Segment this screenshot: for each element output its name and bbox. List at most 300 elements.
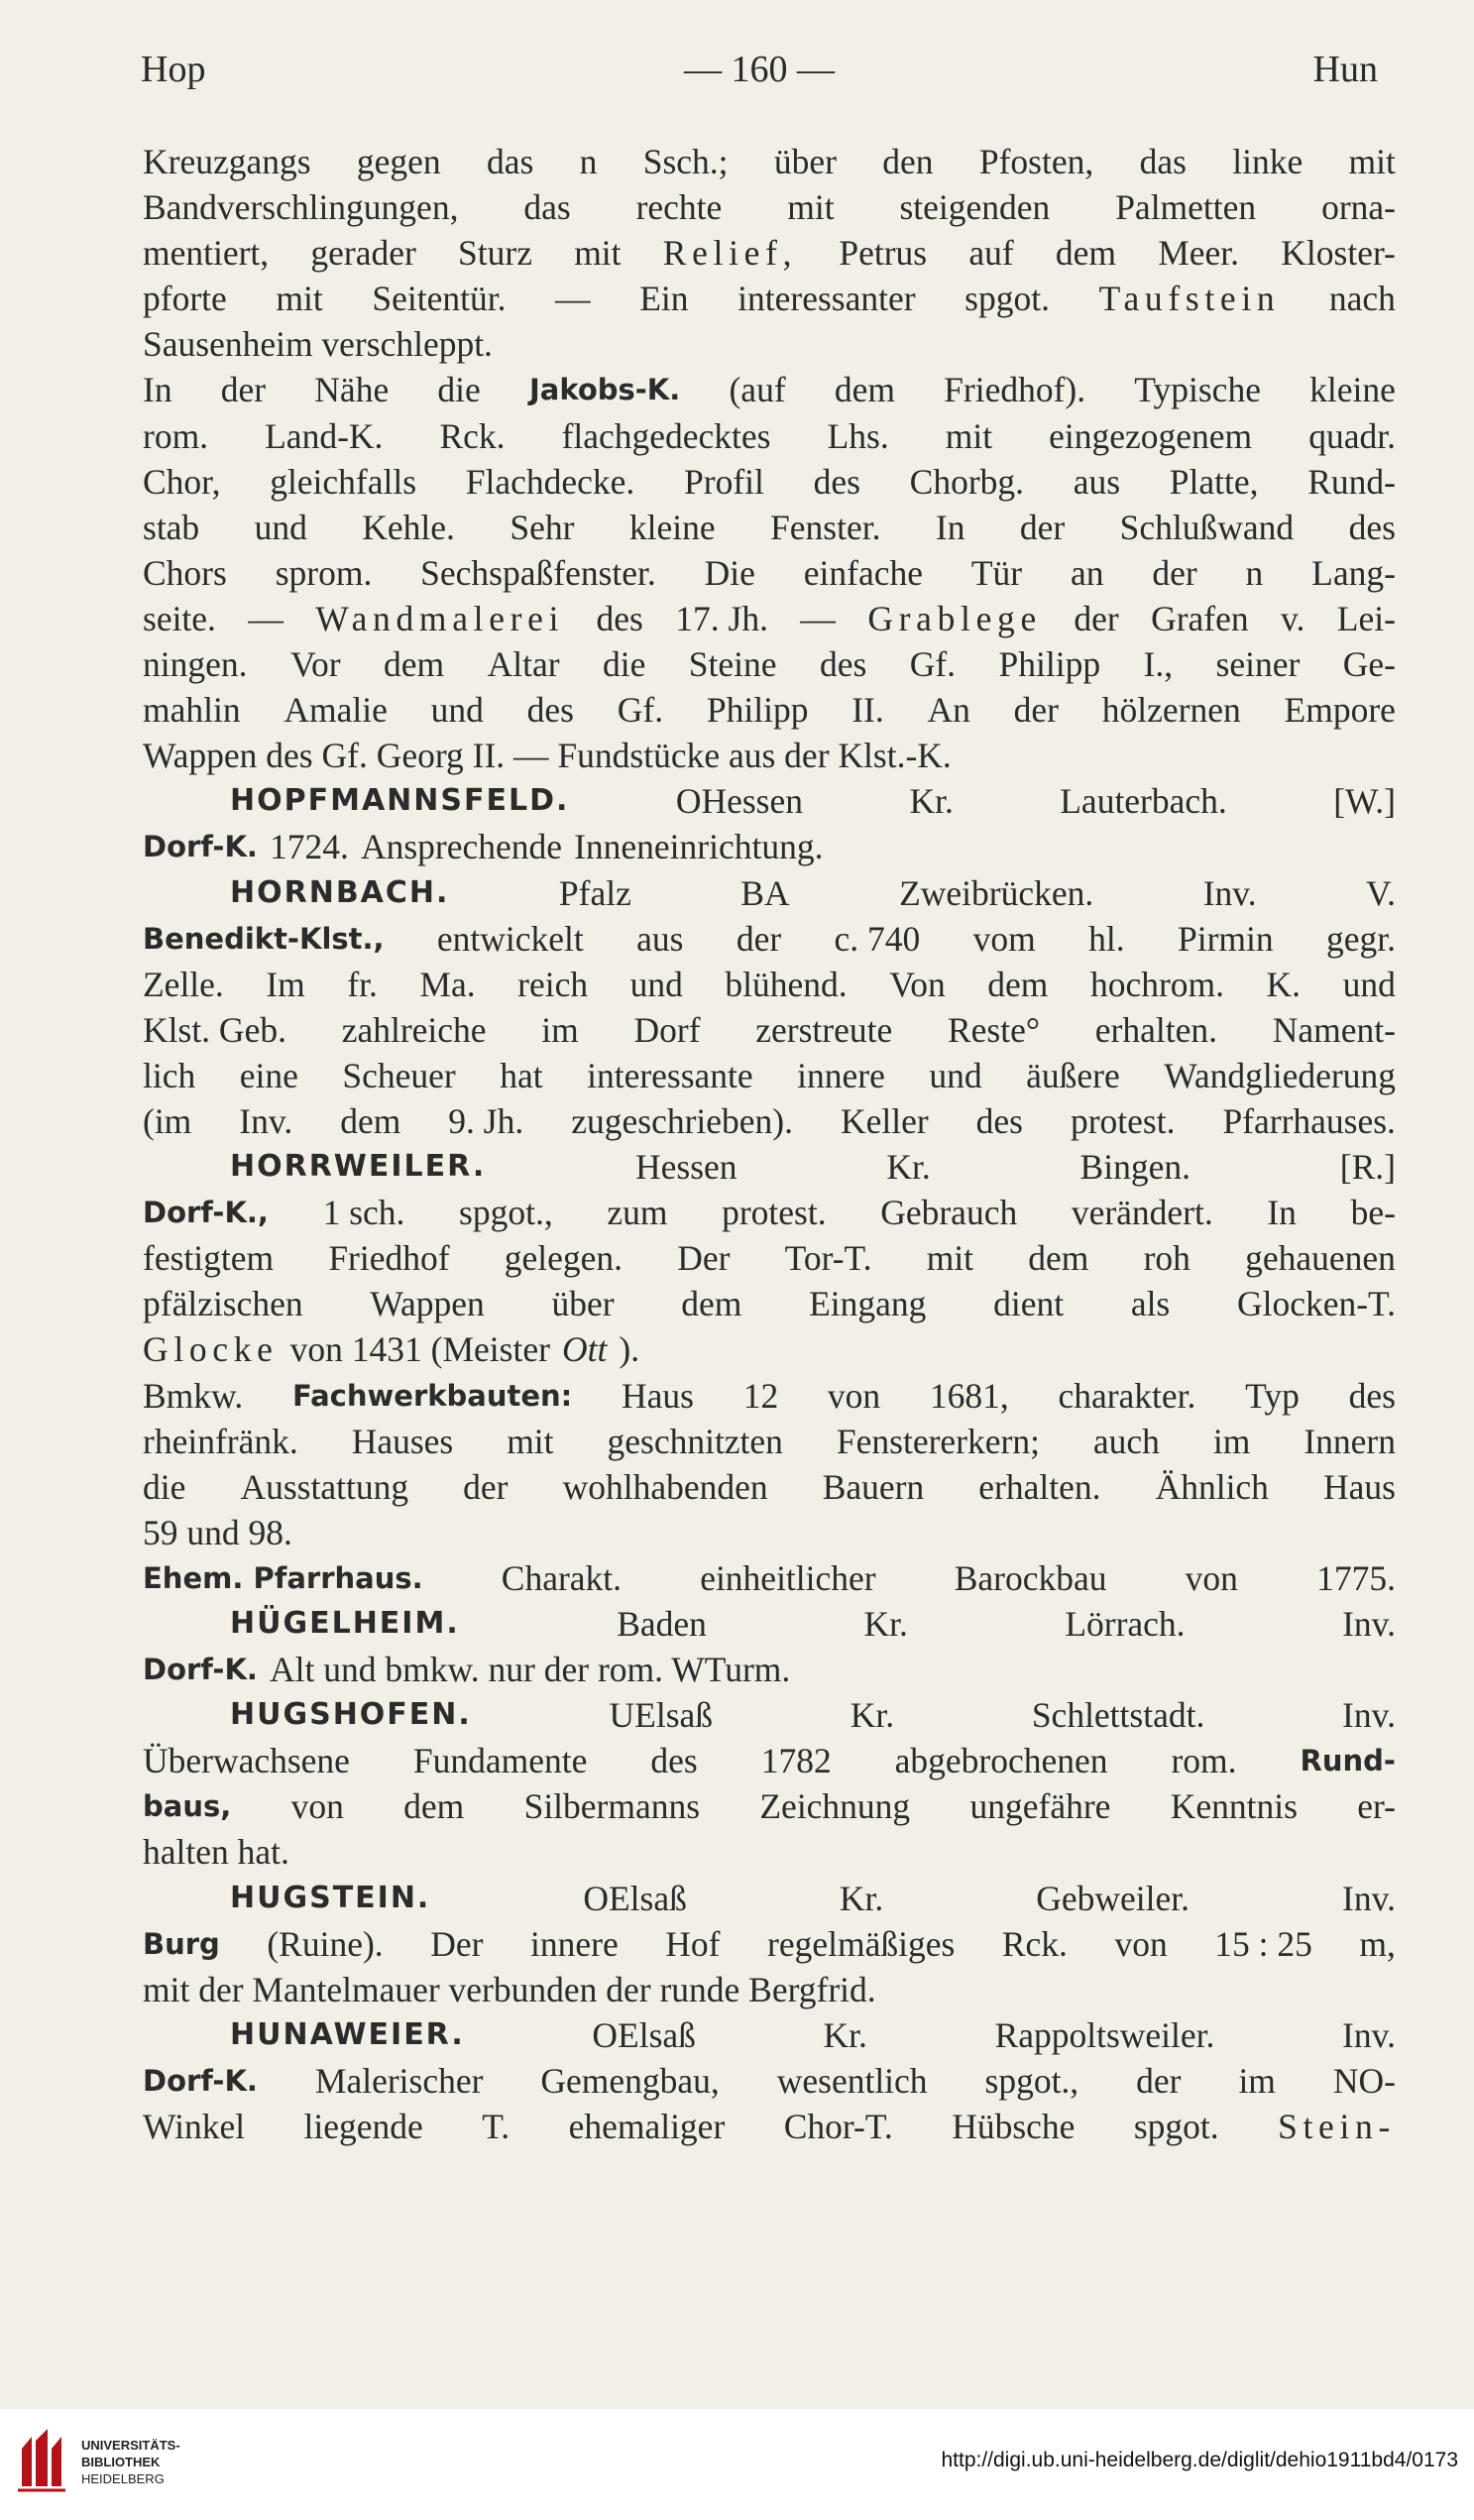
word: Inv. xyxy=(1202,872,1257,913)
text-line xyxy=(143,1373,1396,1419)
word: BA xyxy=(740,872,790,913)
word: dem xyxy=(834,370,895,410)
word: Land-K. xyxy=(265,415,384,456)
text-line xyxy=(143,1647,1396,1692)
word: protest. xyxy=(722,1193,827,1233)
entry-heading: HORNBACH. xyxy=(230,874,450,910)
keyword: baus, xyxy=(143,1789,232,1824)
text-line xyxy=(143,1876,1396,1921)
word: über xyxy=(551,1284,615,1324)
word: seiner xyxy=(1215,644,1301,685)
word: Chor, xyxy=(143,461,221,502)
entry-heading: HUGSTEIN. xyxy=(230,1880,431,1915)
word: Friedhof). xyxy=(944,370,1086,410)
word: Kr. xyxy=(850,1695,895,1736)
word: Kr. xyxy=(839,1878,884,1918)
word: Ein xyxy=(639,279,689,319)
word: Inv. xyxy=(1342,1604,1396,1644)
word: Im xyxy=(266,964,305,1004)
text-line xyxy=(143,1235,1396,1281)
word: des xyxy=(819,644,867,685)
word: hochrom. xyxy=(1089,964,1225,1004)
word: Seitentür. xyxy=(372,279,507,319)
word: I., xyxy=(1143,644,1174,685)
word: reich xyxy=(517,964,589,1004)
word: mit xyxy=(787,187,835,228)
word: des xyxy=(650,1741,698,1781)
word: einfache xyxy=(803,552,923,593)
word: gegr. xyxy=(1326,918,1396,959)
word: flachgedecktes xyxy=(561,415,771,456)
word: Empore xyxy=(1284,690,1396,731)
word: zugeschrieben). xyxy=(571,1100,793,1141)
word: T. xyxy=(482,2107,510,2147)
word: 1782 xyxy=(760,1741,832,1781)
word: 59 und 98. xyxy=(143,1512,292,1552)
word: der xyxy=(1013,690,1060,731)
word: äußere xyxy=(1026,1055,1120,1095)
text-line xyxy=(143,1601,1396,1647)
word: Relief, xyxy=(662,233,798,274)
word: Kr. xyxy=(886,1147,931,1188)
text-line xyxy=(143,1829,1396,1875)
word: Nament- xyxy=(1272,1009,1396,1050)
word: roh xyxy=(1143,1238,1191,1279)
word: Rappoltsweiler. xyxy=(994,2014,1215,2055)
text-line xyxy=(143,962,1396,1007)
word: Gebweiler. xyxy=(1036,1878,1191,1918)
word: auf xyxy=(968,233,1014,274)
word: Der xyxy=(677,1238,731,1279)
word: er- xyxy=(1357,1786,1396,1827)
word: festigtem xyxy=(143,1238,275,1279)
word: des xyxy=(975,1100,1023,1141)
word: Wandgliederung xyxy=(1164,1055,1396,1095)
word: Petrus xyxy=(839,233,928,274)
text-line xyxy=(143,1098,1396,1144)
word: Inv. xyxy=(239,1100,293,1141)
word: Pfosten, xyxy=(978,142,1094,181)
word: OElsaß xyxy=(583,1878,687,1918)
word: Chorbg. xyxy=(909,461,1025,502)
word: von xyxy=(827,1375,881,1416)
text-line xyxy=(143,1510,1396,1555)
word: pfälzischen xyxy=(143,1284,303,1324)
word: im xyxy=(541,1009,579,1050)
word: dem xyxy=(1028,1238,1089,1279)
word: Alt und bmkw. nur der rom. WTurm. xyxy=(270,1650,791,1690)
word: Von xyxy=(889,964,946,1004)
word: Typ xyxy=(1245,1375,1300,1416)
word: Haus xyxy=(622,1375,694,1416)
word: der xyxy=(1136,2060,1182,2101)
word: eingezogenem xyxy=(1049,415,1253,456)
word: gegen xyxy=(356,142,441,181)
word: der xyxy=(1019,507,1066,547)
word: 12 xyxy=(742,1375,779,1416)
word: der xyxy=(463,1466,509,1507)
word: An xyxy=(927,690,970,731)
word: dem xyxy=(340,1100,401,1141)
word: — xyxy=(248,598,283,638)
word: Amalie xyxy=(283,690,388,731)
word: das xyxy=(523,187,571,228)
word: Kloster- xyxy=(1281,233,1396,274)
word: Palmetten xyxy=(1115,187,1257,228)
word: Überwachsene xyxy=(143,1741,350,1781)
entry-heading: HUGSHOFEN. xyxy=(230,1697,472,1733)
word: mit xyxy=(945,415,993,456)
word: (im xyxy=(143,1100,192,1141)
word: aus xyxy=(1073,461,1121,502)
text-line xyxy=(143,459,1396,505)
word: 1681, xyxy=(929,1375,1009,1416)
word: Tor-T. xyxy=(784,1238,872,1279)
text-line xyxy=(143,870,1396,916)
word: innere xyxy=(797,1055,885,1095)
word: über xyxy=(773,142,837,181)
word: 17. Jh. xyxy=(675,598,768,638)
word: der xyxy=(1152,552,1197,593)
word: Typische xyxy=(1134,370,1261,410)
word: Philipp xyxy=(706,690,809,731)
word: Fenster. xyxy=(770,507,881,547)
word: im xyxy=(1238,2060,1276,2101)
word: Keller xyxy=(840,1100,929,1141)
word: spgot., xyxy=(984,2060,1079,2101)
text-line xyxy=(143,505,1396,550)
word: mit der Mantelmauer verbunden der runde Bergfrid. xyxy=(143,1969,876,2009)
word: [R.] xyxy=(1339,1147,1396,1188)
word: NO- xyxy=(1332,2060,1396,2101)
word: ). xyxy=(619,1329,640,1370)
word: In xyxy=(935,507,965,547)
word: In xyxy=(143,370,172,410)
word: mit xyxy=(926,1238,974,1279)
word: 1775. xyxy=(1316,1557,1396,1598)
page-number: — 160 — xyxy=(684,49,835,90)
word: Eingang xyxy=(809,1284,927,1324)
word: des xyxy=(1348,507,1396,547)
word: In xyxy=(1267,1193,1297,1233)
word: den xyxy=(882,142,934,181)
word: von xyxy=(290,1786,344,1827)
word: auch xyxy=(1092,1421,1160,1461)
word: Steine xyxy=(688,644,777,685)
word: Ähnlich xyxy=(1155,1466,1269,1507)
word: von xyxy=(1114,1923,1168,1964)
word: mit xyxy=(507,1421,554,1461)
word: m, xyxy=(1359,1923,1396,1964)
keyword: Burg xyxy=(143,1926,220,1961)
text-line xyxy=(143,1692,1396,1738)
word: dem xyxy=(1055,233,1116,274)
keyword: Jakobs-K. xyxy=(528,373,681,407)
word: hl. xyxy=(1088,918,1125,959)
footer-bar xyxy=(0,2409,1474,2520)
word: Vor xyxy=(289,644,341,685)
word: der xyxy=(736,918,782,959)
word: Platte, xyxy=(1169,461,1259,502)
word: des xyxy=(596,598,643,638)
word: mit xyxy=(276,279,323,319)
word: [W.] xyxy=(1333,781,1396,822)
library-line-3: HEIDELBERG xyxy=(81,2471,165,2486)
word: mit xyxy=(1348,142,1396,181)
word: Sausenheim verschleppt. xyxy=(143,324,493,365)
word: Meer. xyxy=(1158,233,1240,274)
word: Chor-T. xyxy=(783,2107,893,2147)
body-text xyxy=(143,139,1396,2149)
word: liegende xyxy=(303,2107,423,2147)
word: Hauses xyxy=(351,1421,454,1461)
keyword: Dorf-K. xyxy=(143,2063,258,2098)
word: Dorf xyxy=(633,1009,701,1050)
word: das xyxy=(486,142,534,181)
word: dem xyxy=(403,1786,465,1827)
word: hölzernen xyxy=(1101,690,1241,731)
word: des xyxy=(1348,1375,1396,1416)
word: Ssch.; xyxy=(642,142,729,181)
text-line xyxy=(143,2104,1396,2149)
word: Philipp xyxy=(998,644,1101,685)
word: lich xyxy=(143,1055,196,1095)
word: halten hat. xyxy=(143,1832,289,1873)
word: Lang- xyxy=(1311,552,1396,593)
word: aus xyxy=(636,918,684,959)
word: Fenstererkern; xyxy=(836,1421,1040,1461)
text-line xyxy=(143,1555,1396,1601)
word: Pfalz xyxy=(558,872,631,913)
word: Pirmin xyxy=(1177,918,1274,959)
word: charakter. xyxy=(1058,1375,1196,1416)
word: seite. xyxy=(143,598,216,638)
word: von xyxy=(1185,1557,1238,1598)
word: und xyxy=(430,690,484,731)
word: innere xyxy=(530,1923,619,1964)
word: protest. xyxy=(1070,1100,1176,1141)
word: ungefähre xyxy=(969,1786,1111,1827)
word: Lhs. xyxy=(827,415,889,456)
word: Gemengbau, xyxy=(540,2060,720,2101)
word: ehemaliger xyxy=(568,2107,726,2147)
word: stab xyxy=(143,507,200,547)
word: wohlhabenden xyxy=(562,1466,768,1507)
word: als xyxy=(1130,1284,1171,1324)
text-line xyxy=(143,596,1396,641)
keyword: Benedikt-Klst., xyxy=(143,921,385,956)
keyword: Dorf-K. xyxy=(143,830,258,864)
word: gelegen. xyxy=(504,1238,624,1279)
word: hat xyxy=(500,1055,543,1095)
word: Pfarrhauses. xyxy=(1222,1100,1396,1141)
word: Ausstattung xyxy=(240,1466,409,1507)
word: Wappen xyxy=(370,1284,485,1324)
word: Grablege xyxy=(867,598,1042,638)
word: Sechspaßfenster. xyxy=(420,552,656,593)
word: rom. xyxy=(143,415,209,456)
word: — xyxy=(800,598,836,638)
word: Tür xyxy=(970,552,1023,593)
ub-heidelberg-logo-icon xyxy=(14,2427,69,2492)
word: Sturz xyxy=(458,233,532,274)
word: spgot., xyxy=(459,1193,553,1233)
word: die xyxy=(143,1466,186,1507)
text-line xyxy=(143,367,1396,412)
word: geschnitzten xyxy=(607,1421,783,1461)
text-line xyxy=(143,139,1396,184)
word: Reste° xyxy=(947,1009,1041,1050)
word: Wappen des Gf. Georg II. — Fundstücke aus der Klst.-K. xyxy=(143,736,952,776)
text-line xyxy=(143,733,1396,778)
word: v. xyxy=(1281,598,1305,638)
word: Kehle. xyxy=(362,507,455,547)
word: einheitlicher xyxy=(700,1557,876,1598)
word: Flachdecke. xyxy=(465,461,635,502)
keyword: Dorf-K. xyxy=(143,1653,258,1687)
text-line xyxy=(143,1967,1396,2012)
word: (Ruine). xyxy=(267,1923,384,1964)
word: rom. xyxy=(1171,1741,1237,1781)
word: rheinfränk. xyxy=(143,1421,298,1461)
word: Rck. xyxy=(1001,1923,1068,1964)
word: Stein- xyxy=(1278,2107,1396,2147)
word: Inv. xyxy=(1342,1695,1396,1736)
word: Taufstein xyxy=(1098,279,1281,319)
word: Schlettstadt. xyxy=(1031,1695,1205,1736)
word: des xyxy=(813,461,860,502)
word: Ma. xyxy=(419,964,476,1004)
word: Rund- xyxy=(1307,461,1396,502)
word: gleichfalls xyxy=(270,461,417,502)
word: Zelle. xyxy=(143,964,224,1004)
word: von 1431 (Meister xyxy=(289,1329,550,1370)
keyword: Fachwerkbauten: xyxy=(291,1378,573,1413)
text-line xyxy=(143,916,1396,962)
word: 1724. xyxy=(270,827,349,867)
word: be- xyxy=(1350,1193,1396,1233)
word: Gf. xyxy=(617,690,664,731)
word: Profil xyxy=(684,461,764,502)
text-line xyxy=(143,824,1396,869)
word: Glocken-T. xyxy=(1236,1284,1396,1324)
word: Altar xyxy=(487,644,560,685)
word: Klst. Geb. xyxy=(143,1009,286,1050)
word: dem xyxy=(681,1284,742,1324)
word: spgot. xyxy=(1133,2107,1219,2147)
word: — xyxy=(555,279,591,319)
text-line xyxy=(143,1326,1396,1372)
source-url-link[interactable]: http://digi.ub.uni-heidelberg.de/diglit/dehio1911bd4/0173 xyxy=(941,2449,1458,2471)
word: Lauterbach. xyxy=(1060,781,1227,822)
text-line xyxy=(143,2012,1396,2058)
text-line xyxy=(143,1464,1396,1510)
text-line xyxy=(143,687,1396,733)
word: abgebrochenen xyxy=(894,1741,1108,1781)
word: orna- xyxy=(1321,187,1396,228)
word: Bandverschlingungen, xyxy=(143,187,459,228)
word: V. xyxy=(1366,872,1396,913)
word: Die xyxy=(704,552,755,593)
word: gerader xyxy=(310,233,416,274)
word: und xyxy=(929,1055,982,1095)
word: Nähe xyxy=(314,370,390,410)
word: (auf xyxy=(729,370,786,410)
word: Lei- xyxy=(1336,598,1396,638)
word: c. 740 xyxy=(834,918,921,959)
word: kleine xyxy=(628,507,716,547)
word: Chors xyxy=(143,552,227,593)
entry-heading: HUNAWEIER. xyxy=(230,2016,465,2052)
word: fr. xyxy=(347,964,378,1004)
word: zerstreute xyxy=(755,1009,893,1050)
word: nach xyxy=(1328,279,1396,319)
word: Fundamente xyxy=(412,1741,588,1781)
word: wesentlich xyxy=(776,2060,928,2101)
word: Kr. xyxy=(823,2014,867,2055)
word: im xyxy=(1212,1421,1251,1461)
word: sprom. xyxy=(275,552,373,593)
word: Inneneinrichtung. xyxy=(574,827,824,867)
word: pforte xyxy=(143,279,227,319)
keyword: Rund- xyxy=(1300,1744,1396,1778)
word: mentiert, xyxy=(143,233,270,274)
word: blühend. xyxy=(725,964,848,1004)
word: Kr. xyxy=(909,781,954,822)
text-line xyxy=(143,230,1396,276)
word: zum xyxy=(607,1193,668,1233)
word: an xyxy=(1070,552,1104,593)
word: die xyxy=(602,644,646,685)
word: Barockbau xyxy=(954,1557,1107,1598)
word: Scheuer xyxy=(342,1055,456,1095)
word: entwickelt xyxy=(436,918,584,959)
word: des xyxy=(526,690,574,731)
text-line xyxy=(143,1053,1396,1098)
word: Hübsche xyxy=(952,2107,1076,2147)
word: Gebrauch xyxy=(880,1193,1018,1233)
word: Grafen xyxy=(1151,598,1249,638)
running-header xyxy=(141,48,1378,101)
word: Bauern xyxy=(822,1466,925,1507)
header-left: Hop xyxy=(141,49,206,90)
word: das xyxy=(1139,142,1187,181)
word: n xyxy=(579,142,598,181)
word: Ge- xyxy=(1342,644,1396,685)
word: Innern xyxy=(1304,1421,1396,1461)
header-right: Hun xyxy=(1312,49,1378,90)
word: Malerischer xyxy=(314,2060,484,2101)
word: Friedhof xyxy=(328,1238,450,1279)
word: UElsaß xyxy=(609,1695,714,1736)
text-line xyxy=(143,1190,1396,1235)
word: Haus xyxy=(1323,1466,1396,1507)
word: mit xyxy=(574,233,622,274)
word: interessanter xyxy=(737,279,916,319)
word: steigenden xyxy=(899,187,1051,228)
word: Zweibrücken. xyxy=(899,872,1094,913)
word: II. xyxy=(851,690,884,731)
word: Ansprechende xyxy=(360,827,562,867)
word: Gf. xyxy=(909,644,957,685)
word: Winkel xyxy=(143,2107,246,2147)
word: dient xyxy=(993,1284,1065,1324)
word: der xyxy=(1074,598,1119,638)
text-line xyxy=(143,2058,1396,2104)
text-line xyxy=(143,1738,1396,1783)
word: Glocke xyxy=(143,1329,279,1370)
text-line xyxy=(143,1144,1396,1190)
